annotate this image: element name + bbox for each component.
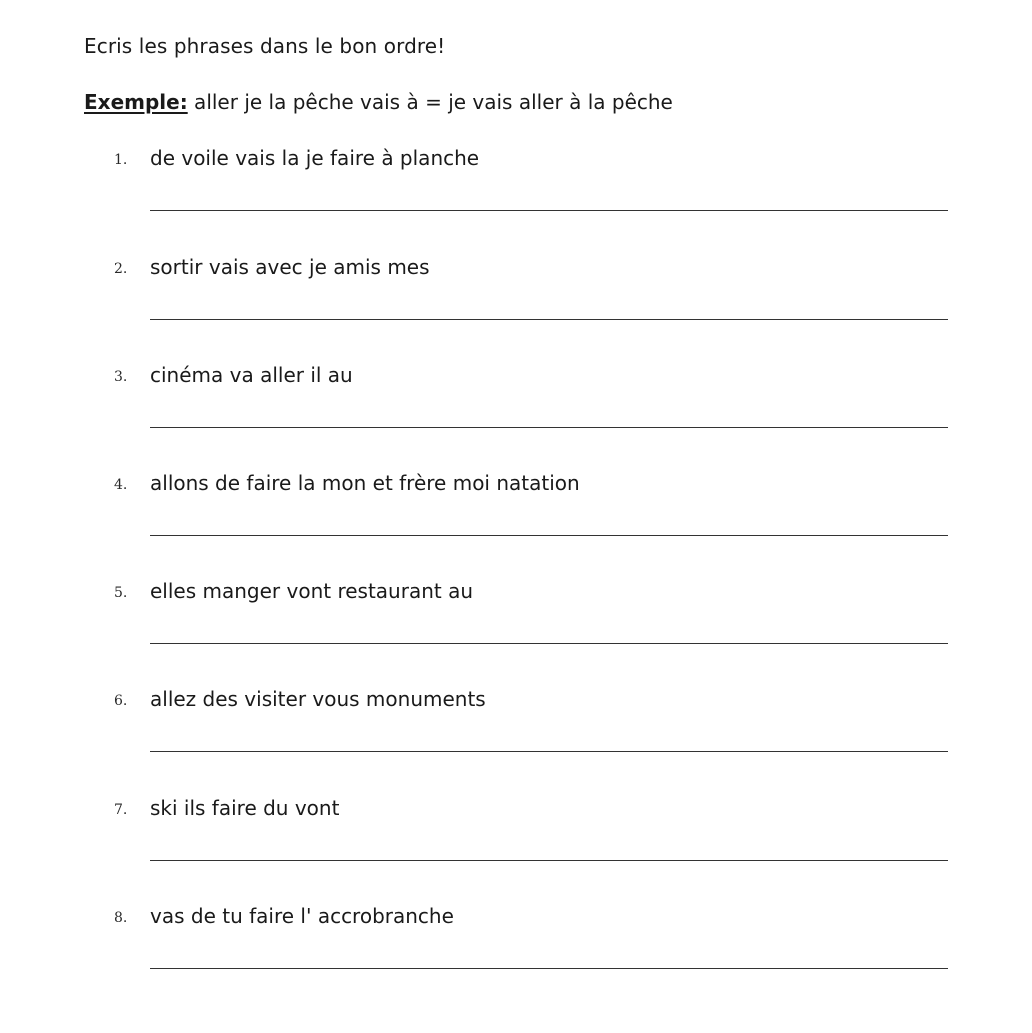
item-number: 1. bbox=[114, 152, 128, 168]
scrambled-sentence: cinéma va aller il au bbox=[150, 363, 353, 387]
answer-line[interactable] bbox=[150, 860, 948, 861]
scrambled-sentence: allons de faire la mon et frère moi natation bbox=[150, 471, 580, 495]
exercise-item-5 bbox=[0, 579, 1032, 679]
answer-line[interactable] bbox=[150, 535, 948, 536]
item-number: 6. bbox=[114, 693, 128, 709]
scrambled-sentence: elles manger vont restaurant au bbox=[150, 579, 474, 603]
answer-line[interactable] bbox=[150, 968, 948, 969]
exercise-item-6 bbox=[0, 687, 1032, 787]
scrambled-sentence: ski ils faire du vont bbox=[150, 796, 340, 820]
scrambled-sentence: sortir vais avec je amis mes bbox=[150, 255, 430, 279]
example-text: aller je la pêche vais à = je vais aller à la pêche bbox=[187, 90, 673, 114]
exercise-item-8 bbox=[0, 904, 1032, 1004]
item-number: 7. bbox=[114, 802, 128, 818]
item-number: 8. bbox=[114, 910, 128, 926]
scrambled-sentence: de voile vais la je faire à planche bbox=[150, 146, 480, 170]
exercise-item-4 bbox=[0, 471, 1032, 571]
scrambled-sentence: allez des visiter vous monuments bbox=[150, 687, 486, 711]
scrambled-sentence: vas de tu faire l' accrobranche bbox=[150, 904, 454, 928]
exercise-item-1 bbox=[0, 146, 1032, 246]
answer-line[interactable] bbox=[150, 751, 948, 752]
answer-line[interactable] bbox=[150, 427, 948, 428]
exercise-item-3 bbox=[0, 363, 1032, 463]
item-number: 3. bbox=[114, 369, 128, 385]
item-number: 2. bbox=[114, 261, 128, 277]
instruction-heading: Ecris les phrases dans le bon ordre! bbox=[84, 34, 446, 58]
answer-line[interactable] bbox=[150, 210, 948, 211]
answer-line[interactable] bbox=[150, 319, 948, 320]
exercise-item-2 bbox=[0, 255, 1032, 355]
item-number: 4. bbox=[114, 477, 128, 493]
answer-line[interactable] bbox=[150, 643, 948, 644]
exercise-item-7 bbox=[0, 796, 1032, 896]
example-label: Exemple: bbox=[84, 90, 188, 114]
item-number: 5. bbox=[114, 585, 128, 601]
